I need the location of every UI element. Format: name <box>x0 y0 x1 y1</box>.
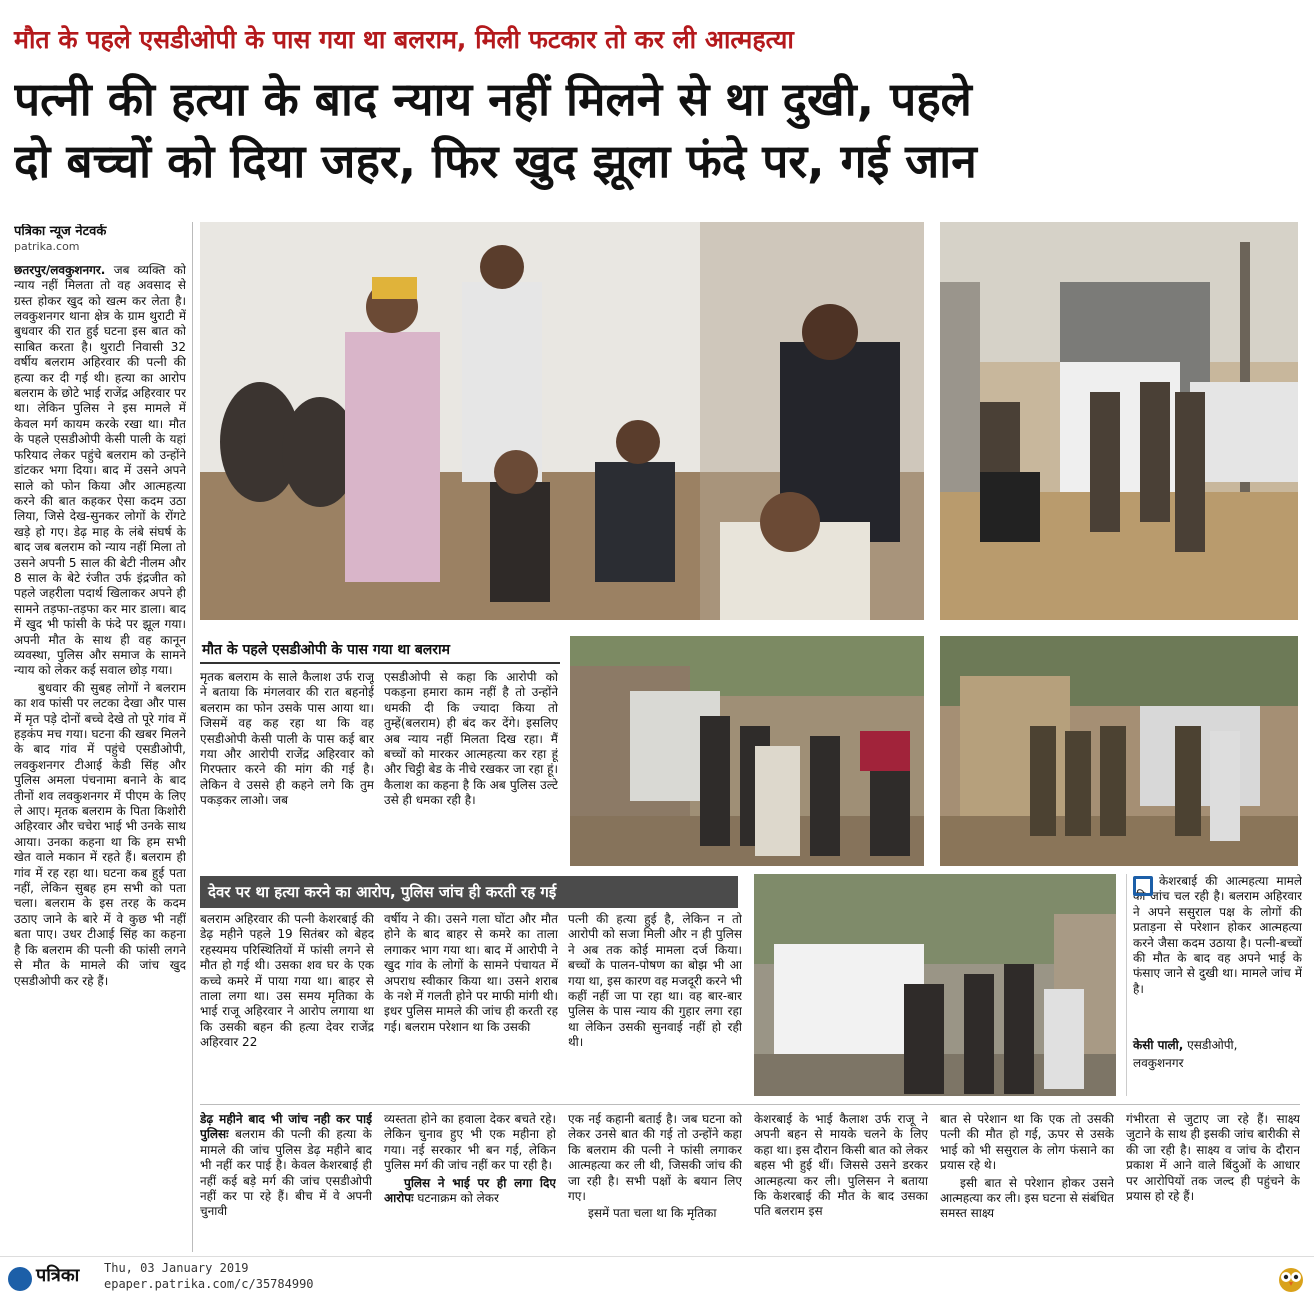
main-headline <box>14 68 1304 192</box>
byline-site: patrika.com <box>14 240 80 254</box>
patrika-logo-icon[interactable] <box>8 1267 32 1291</box>
lead-paragraph-2: बुधवार की सुबह लोगों ने बलराम का शव फांसी पर लटका देखा और पास में मृत पड़े दोनों बच्चे देखे तो पूरे गांव में हड़कंप मच गया। घटना की खबर मिलने के बाद गांव में पहुंचे एसडीओपी, लवकुशनगर टीआई केडी सिंह और पुलिस अमला पंचनामा बनाने के बाद तीनों शव लवकुशनगर में पीएम के लिए ले आए। मृतक बलराम के पिता किशोरी अहिरवार और चचेरा भाई भी उनके साथ आया। उनका कहना था कि हम सभी खेत वाले मकान में रहते हैं। बलराम ही गांव में रह रहा था। घटना कब हुई पता नहीं, लेकिन सुबह हम सभी को पता चला। बलराम के इस तरह के कदम उठाए जाने के बारे में वे कुछ भी नहीं बता पाए। उधर टीआई सिंह का कहना है कि बलराम की पत्नी की फांसी लगने से मौत के मामले की जांच खुद एसडीओपी कर रहे हैं। <box>14 680 186 988</box>
bottom-col-1-text: बलराम की पत्नी की हत्या के मामले की जांच पुलिस डेढ़ महीने बाद भी नहीं कर पाई है। केवल केशरबाई ही नहीं कई बड़े मर्ग की जांच एसडीओपी नहीं कर पा रहे हैं। बीच में वे अपनी चुनावी <box>200 1127 372 1219</box>
section2-col-1: बलराम अहिरवार की पत्नी केशरबाई की डेढ़ महीने पहले 19 सितंबर को बेहद रहस्यमय परिस्थितियों में फांसी लगने से मौत हो गई थी। उसका शव घर के एक कच्चे कमरे में पाया गया था। बाहर से ताला लगा था। उस समय मृतिका के भाई राजू अहिरवार ने आरोप लगाया था कि उसकी बहन की हत्या देवर राजेंद्र अहिरवार 22 <box>200 912 374 1050</box>
section1-heading: मौत के पहले एसडीओपी के पास गया था बलराम <box>202 642 451 658</box>
headline-line-2: दो बच्चों को दिया जहर, फिर खुद झूला फंदे पर, गई जान <box>14 134 977 188</box>
bottom-col-3-text-b: इसमें पता चला था कि मृतिका <box>588 1206 717 1221</box>
section2-banner: देवर पर था हत्या करने का आरोप, पुलिस जांच ही करती रह गई <box>200 876 738 908</box>
owl-mascot-icon <box>1276 1263 1306 1293</box>
photo-crowd-by-police-jeep <box>754 874 1116 1096</box>
photo-villagers-near-jeep <box>570 636 924 866</box>
quote-mark-icon <box>1133 876 1153 896</box>
quote-box <box>1126 874 1302 1096</box>
headline-line-1: पत्नी की हत्या के बाद न्याय नहीं मिलने से था दुखी, पहले <box>14 72 972 126</box>
section1-heading-underline <box>200 662 560 664</box>
brand-name[interactable]: पत्रिका <box>36 1265 80 1286</box>
lead-paragraph-1: जब व्यक्ति को न्याय नहीं मिलता तो वह अवसाद से ग्रस्त होकर खुद को खत्म कर लेता है। लवकुशनगर थाना क्षेत्र के ग्राम थुराटी में बुधवार की रात हुई घटना इस बात को साबित करता है। थुराटी निवासी 32 वर्षीय बलराम अहिरवार की पत्नी की हत्या कर दी गई थी। हत्या का आरोप बलराम के छोटे भाई राजेंद्र अहिरवार पर था। लेकिन पुलिस ने इस मामले में केवल मर्ग कायम करके रखा था। मौत के पहले एसडीओपी केसी पाली के यहां फरियाद लेकर पहुंचे बलराम को उन्होंने डांटकर भगा दिया। बाद में उसने अपने साले को फोन किया और आत्महत्या करने की बात कहकर ऐसा कदम उठा लिया, जिसे देख-सुनकर लोगों के रोंगटे खड़े हो गए। डेढ़ माह के लंबे संघर्ष के बाद जब बलराम को न्याय नहीं मिला तो उसने अपनी 5 साल की बेटी नीलम और 8 साल के बेटे रंजीत उर्फ इंद्रजीत को पहले जहरीला पदार्थ खिलाकर अपने ही सामने तड़फा-तड़फा कर मार डाला। बाद में खुद भी फांसी के फंदे पर झूल गया। अपनी मौत के साथ ही वह कानून व्यवस्था, पुलिस और समाज के सामने न्याय को लेकर कई सवाल छोड़ गया। <box>14 262 186 678</box>
bottom-col-1-subhead: डेढ़ महीने बाद भी जांच नही कर पाई पुलिसः <box>200 1112 372 1142</box>
section1-col-2: एसडीओपी से कहा कि आरोपी को पकड़ना हमारा काम नहीं है तो उन्होंने धमकी दी कि ज्यादा किया तो तुम्हें(बलराम) ही बंद कर देंगे। इसलिए अब न्याय नहीं मिलता दिख रहा। मैं बच्चों को मारकर आत्महत्या कर रहा हूं और चिट्ठी बेड के नीचे रखकर जा रहा हूं। कैलाश का कहना है कि अब पुलिस उल्टे उसे ही धमका रही है। <box>384 670 558 808</box>
kicker-headline: मौत के पहले एसडीओपी के पास गया था बलराम, मिली फटकार तो कर ली आत्महत्या <box>14 25 794 54</box>
photo-villagers-gathered <box>200 222 924 620</box>
bottom-col-2 <box>384 1112 556 1252</box>
epaper-footer <box>0 1256 1314 1298</box>
quote-person-place: लवकुशनगर <box>1133 1056 1184 1070</box>
bottom-col-3 <box>568 1112 742 1252</box>
bottom-col-2-text-b: घटनाक्रम को लेकर <box>417 1191 499 1206</box>
bottom-divider <box>200 1104 1300 1105</box>
bottom-col-2-subhead: पुलिस ने भाई पर ही लगा दिए आरोपः <box>384 1175 556 1206</box>
section1-col-1: मृतक बलराम के साले कैलाश उर्फ राजू ने बताया कि मंगलवार की रात बहनोई बलराम का फोन उसके पास आया था। जिसमें वह कह रहा था कि वह एसडीओपी केसी पाली के पास कई बार गया और आरोपी राजेंद्र अहिरवार को गिरफ्तार करने की मांग की गई है। लेकिन वे उससे ही कहने लगे कि तुम पकड़कर लाओ। जब <box>200 670 374 808</box>
bottom-col-1 <box>200 1112 372 1252</box>
lead-column <box>14 224 186 1254</box>
bottom-col-2-text: व्यस्तता होने का हवाला देकर बचते रहे। लेकिन चुनाव हुए भी एक महीना हो गया। नई सरकार भी बन गई, लेकिन पुलिस मर्ग की जांच नहीं कर पा रही है। <box>384 1112 556 1173</box>
bottom-col-5 <box>940 1112 1114 1252</box>
epaper-url[interactable]: epaper.patrika.com/c/35784990 <box>104 1277 314 1291</box>
bottom-col-5-text: बात से परेशान था कि एक तो उसकी पत्नी की मौत हो गई, ऊपर से उसके भाई को भी ससुराल के लोग फंसाने का प्रयास रहे थे। <box>940 1112 1114 1173</box>
quote-text: केशरबाई की आत्महत्या मामले की जांच चल रही है। बलराम अहिरवार ने अपने ससुराल पक्ष के लोगों की प्रताड़ना से परेशान होकर आत्महत्या करने जैसा कदम उठाया है। पत्नी-बच्चों की मौत के बाद वह अपने भाई के फंसाए जाने से दुखी था। मामले जांच में है। <box>1133 874 1302 996</box>
photo-police-at-house <box>940 636 1298 866</box>
dateline: छतरपुर/लवकुशनगर. <box>14 262 106 277</box>
bottom-col-4: केशरबाई के भाई कैलाश उर्फ राजू ने अपनी बहन से मायके चलने के लिए कहा था। इस दौरान किसी बात को लेकर बहस भी हुई थीं। जिससे उसने डरकर आत्महत्या कर ली। पुलिसन ने बताया कि केशरबाई की मौत के बाद उसका पति बलराम इस <box>754 1112 928 1219</box>
column-divider <box>192 222 193 1252</box>
bottom-col-6: गंभीरता से जुटाए जा रहे हैं। साक्ष्य जुटाने के साथ ही इसकी जांच बारीकी से की जा रही है। साक्ष्य व जांच के दौरान प्रकाश में आने वाले बिंदुओं के आधार पर आरोपियों तक जल्द ही पहुंचने के प्रयास हो रहे हैं। <box>1126 1112 1300 1204</box>
section2-col-2: वर्षीय ने की। उसने गला घोंटा और मौत होने के बाद बाहर से कमरे का ताला लगाकर भाग गया था। बाद में आरोपी ने खुद गांव के लोगों के सामने पंचायत में अपराध स्वीकार किया था। उसने शराब के नशे में गलती होने पर माफी मांगी थी। इधर पुलिस मामले की जांच ही करती रह गई। बलराम परेशान था कि उसकी <box>384 912 558 1034</box>
quote-person-name: केसी पाली, <box>1133 1038 1184 1052</box>
section2-col-3: पत्नी की हत्या हुई है, लेकिन न तो आरोपी को सजा मिली और न ही पुलिस ने अब तक कोई मामला दर्ज किया। बच्चों के पालन-पोषण का बोझ भी आ गया था, इस कारण वह मजदूरी करने भी कहीं नहीं जा पा रहा था। वह बार-बार पुलिस के पास न्याय की गुहार लगा रहा था लेकिन उसकी सुनवाई नहीं हो रही थी। <box>568 912 742 1050</box>
byline-name: पत्रिका न्यूज नेटवर्क <box>14 224 107 239</box>
photo-police-vehicle <box>940 222 1298 620</box>
edition-date: Thu, 03 January 2019 <box>104 1261 249 1275</box>
bottom-col-5-text-b: इसी बात से परेशान होकर उसने आत्महत्या कर ली। इस घटना से संबंधित समस्त साक्ष्य <box>940 1175 1114 1221</box>
quote-person-role: एसडीओपी, <box>1187 1038 1238 1052</box>
bottom-col-3-text: एक नई कहानी बताई है। जब घटना को लेकर उनसे बात की गई तो उन्होंने कहा कि बलराम की पत्नी ने फांसी लगाकर आत्महत्या कर ली थी, जिसकी जांच की जा रही है। सभी पक्षों के बयान लिए गए। <box>568 1112 742 1204</box>
